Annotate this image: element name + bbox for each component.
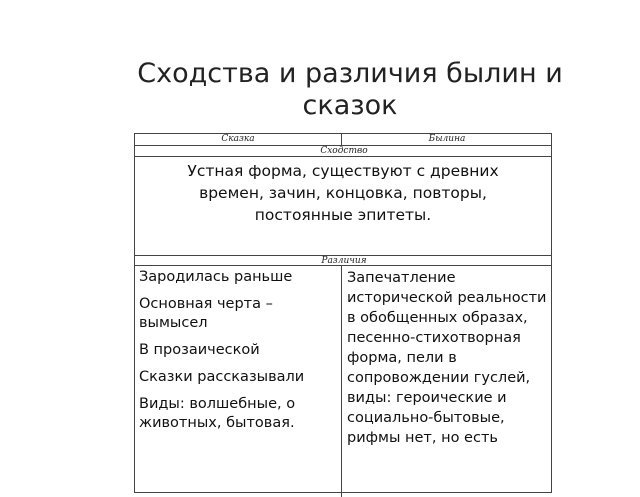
differences-label-line [135, 265, 551, 266]
skazka-column [139, 268, 335, 441]
header-skazka: Сказка [221, 134, 255, 144]
differences-label: Различия [321, 256, 367, 266]
similarity-label-line [135, 156, 551, 157]
header-bylina: Былина [428, 134, 466, 144]
differences-divider [341, 265, 342, 497]
comparison-table [134, 133, 552, 493]
skazka-point: Зародилась раньше [139, 269, 293, 285]
skazka-point: Основная черта – вымысел [139, 296, 273, 331]
skazka-point: В прозаической [139, 342, 260, 358]
similarity-label: Сходство [320, 146, 368, 156]
page-title: Сходства и различия былин и сказок [137, 58, 563, 121]
similarity-text: Устная форма, существуют с древних времен, зачин, концовка, повторы, постоянные эпитеты. [187, 162, 499, 224]
bylina-column: Запечатление исторической реальности в обобщенных образах, песенно-стихотворная форма, пели в сопровождении гуслей, виды: героические и социально-бытовые, рифмы нет, но есть [347, 270, 547, 446]
skazka-point: Виды: волшебные, о животных, бытовая. [139, 396, 296, 431]
skazka-point: Сказки рассказывали [139, 369, 305, 385]
header-divider [341, 134, 342, 145]
